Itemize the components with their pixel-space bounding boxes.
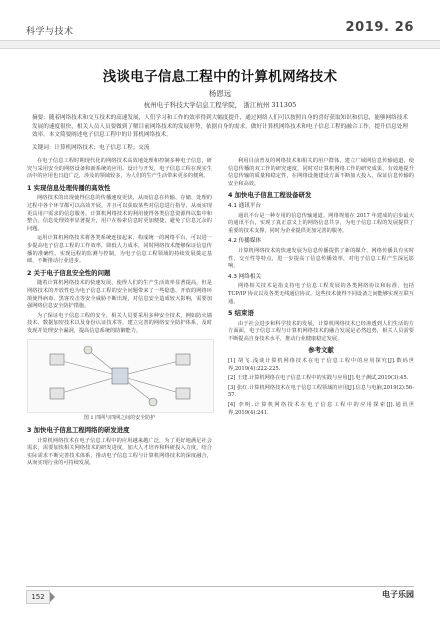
reference-item: [3] 张红.计算机网络技术在电子信息工程领域的应用[J].信息与电脑,2019(2):56-57. [228,384,414,399]
references-heading: 参考文献 [308,346,334,355]
section-4-heading: 4 加快电子信息工程设备研发 [228,191,312,200]
section-2-paragraph: 为了保证电子信息工程的安全，相关人员要采用多种安全技术，例如防火墙技术、数据加密技术以及身份认证技术等，建立完善的网络安全防护体系，及时发现并处理安全漏洞，提高信息系统的防御能力。 [27,312,212,334]
figure-caption: 图 1 四网与四网之间的安全防护 [83,415,156,422]
article-author: 杨恩远 [208,89,232,98]
page-header [0,0,440,56]
reference-item: [4] 李明.计算机网络技术在电子信息工程中的应用探索[J].通讯世界,2019(4):241. [228,402,414,416]
intro-paragraph: 在电子信息工程时期现代化的网络技术高效地处理和控制多种电子信息，研究与采用安全的网络设备和新系统的应用。设计与开发，电子信息工程在现实生活中的应用也日趋广泛，涉及的领域较多，为人们的生产生活带来更多的便利。 [27,158,212,180]
section-1-paragraph: 网络技术的出现使得信息的传播速度更快，从而信息在传输、存储、处理的过程中各个环节都可以高效开展。并且可以获取某些对信息进行指导，从而实现更具用户需求的信息服务。计算机网络技术的利用使得各类信息资源得以集中和整合，信息处理效率显著提升，用户在检索信息时更加便捷，避免了信息冗余的问题。 [27,195,212,232]
network-figure [27,339,214,413]
subsection-paragraph: 通讯平台是一种专用的信息传输通道。网络规划在 2017 年建成的启步最大的通讯平台，实现了真正意义上的网络信息共享，为电子信息工程的发展提供了重要的技术支撑，同时为企业提供更加完善的服务。 [228,212,414,234]
header-rule [0,40,440,49]
references [228,347,414,417]
journal-brand: 电子乐园 [382,590,414,599]
reference-item: [1] 胡飞.浅谈计算机网络技术在电子信息工程中的应用探究[J].数码世界,2019(4):222-225. [228,358,414,372]
page-number: 152 [26,590,50,604]
client-node [176,388,190,399]
section-2-heading: 2 关于电子信息安全性的问题 [27,268,111,277]
subsection-heading: 4.2 传播媒体 [228,238,262,245]
section-2-paragraph: 随着计算机网络技术的快速发展，使得人们的生产生活效率显著提高，但是网络技术的开放性也为电子信息工程的安全问题带来了一些隐患，开放的网络环境使得病毒、黑客攻击等安全威胁不断出现，对信息安全造成较大影响，需要加强网络信息安全防护措施。 [27,280,212,310]
issue-date: 2019. 26 [345,20,414,35]
author-affiliation: 杭州电子科技大学信息工程学院， 浙江杭州 311305 [143,101,297,109]
server-node [112,368,128,384]
reference-item: [2] 王建.计算机网络在电子信息工程中的实践与应用[J].电子测试,2019(3):45. [228,375,409,382]
client-node [176,354,190,365]
section-1-paragraph: 运用计算机网络技术将各类系统连接起来，构成统一的网络平台，可以进一步提高电子信息工程的工作效率，降低人力成本，同时网络技术能够保证信息传播的准确性。实现远程的监测与控制，为电子信息工程领域的持续发展奠定基础，不断推动行业进步。 [27,235,212,265]
keywords: 关键词：计算机网络技术；电子信息工程；交流 [32,145,150,151]
section-3-paragraph: 计算机网络技术在电子信息工程中的应用越来越广泛，为了更好地满足社会需求，需要加快相关网络技术的研发进度，加大人才培养和科研投入力度，结合实际需求不断完善技术体系，推动电子信息工程与计算机网络技术的深度融合，从而实现行业的可持续发展。 [27,437,212,467]
page-arrow-icon [50,592,55,602]
right-column [228,158,414,419]
left-column [27,158,212,470]
subsection-heading: 4.1 通讯平台 [228,202,262,209]
footer-rule [26,586,414,587]
network-diagram [28,340,213,412]
conclusion-paragraph: 由于社会进步和科学技术的发展，计算机网络技术已经渗透到人们生活的方方面面，电子信息工程与计算机网络技术的融合发展是必然趋势，相关人员需要不断提高自身技术水平，推动行业健康稳定发展。 [228,320,414,342]
subsection-paragraph: 计算机网络技术的快速发展为信息传播提供了新的媒介，网络传播具有实时性、交互性等特点，进一步提高了信息传播效率，对电子信息工程产生深远影响。 [228,247,414,270]
client-node [50,354,64,365]
continued-paragraph: 利用目前普及的网络技术和相关的用户群体，建立广域网信息传输通道，使信息传播的双工作的研究速度，同时对计算机网络工作的研究成果，有效地提升信息传输的质量和稳定性，在网络设施建设方面不断加大投入，保证信息传输的安全和高效。 [228,158,414,187]
subsection-paragraph: 网络相关技术是指支持电子信息工程发展的各类网络协议和标准，包括 TCP/IP 协议以及各类无线通信协议，这些技术使得不同设备之间能够实现互联互通。 [228,283,414,305]
abstract: 摘要：随着网络技术和交互技术的高速发展，人们学习和工作的效率得到大幅度提升，通过网络人们可以按照自身的喜好获取知识和信息，能够网络技术发展的速度很快，相关人员人员要做到了解目前网络技术的发展形势，依据自身的需求，做好计算机网络技术和电子信息工程的融合工作，提升信息处理效率。本文简要阐述电子信息工程中的计算机网络技术。 [32,115,408,139]
section-3-heading: 3 加快电子信息工程网络的研发进度 [27,426,130,435]
section-5-heading: 5 结束语 [228,309,254,318]
router-node [149,398,157,406]
subsection-heading: 4.3 网络相关 [228,273,262,280]
section-label: 科学与技术 [26,27,74,37]
router-node [84,346,92,354]
article-title: 浅谈电子信息工程中的计算机网络技术 [102,69,338,85]
section-1-heading: 1 实现信息处理传播的高效性 [27,183,111,192]
client-node [50,388,64,399]
